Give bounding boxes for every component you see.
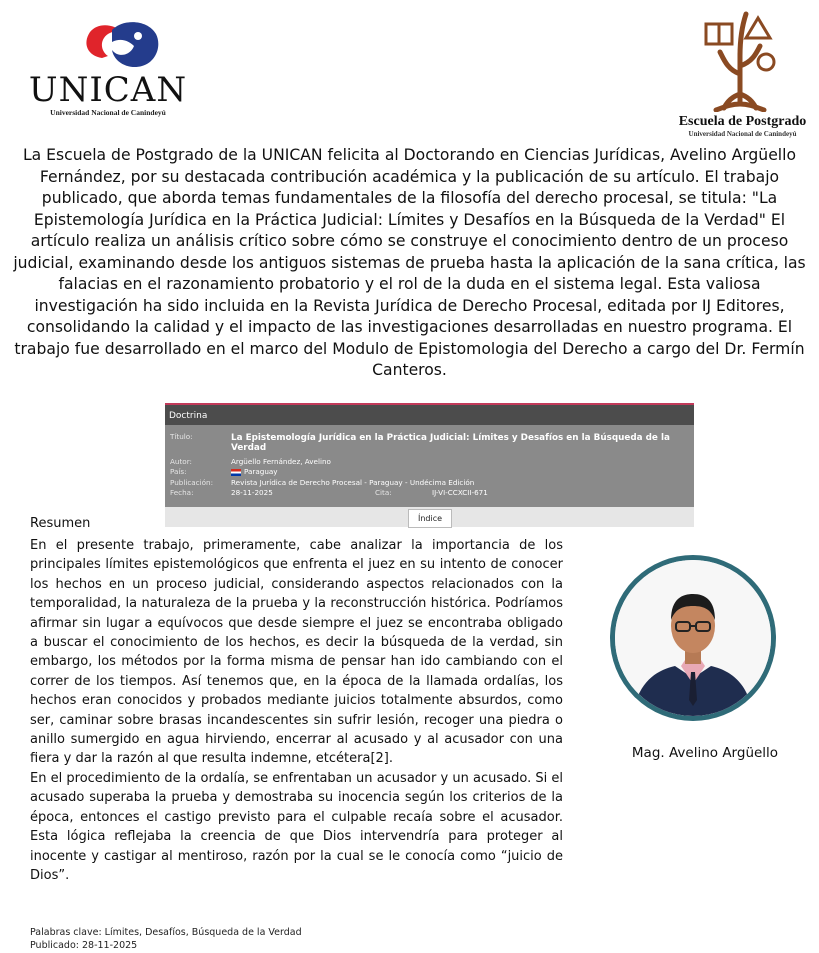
abstract-paragraph-2: En el procedimiento de la ordalía, se enfrentaban un acusador y un acusado. Si el acusado superaba la prueba y demostraba su inocencia según los criterios de la época, entonces el castigo previsto para el culpable recaía sobre el acusador. Esta lógica reflejaba la creencia de que Dios intervendría para proteger al inocente y castigar al mentiroso, razón por la cual se le conocía como “juicio de Dios”. (30, 770, 563, 883)
article-title: La Epistemología Jurídica en la Práctica Judicial: Límites y Desafíos en la Búsqueda de la Verdad (231, 433, 670, 453)
unican-wordmark: UNICAN (28, 70, 188, 110)
abstract-paragraph-1: En el presente trabajo, primeramente, cabe analizar la importancia de los principales límites epistemológicos que enfrenta el juez en su intento de conocer los hechos en un proceso judicial, considerando aspectos relacionados con la temporalidad, la naturaleza de la prueba y la reconstrucción histórica. Podríamos afirmar sin lugar a equívocos que desde siempre el juez se encontraba obligado a buscar el conocimiento de los hechos, es decir la búsqueda de la verdad, sin embargo, los métodos por la forma misma de pensar han ido cambiando con el correr de los tiempos. Así tenemos que, en la época de la llamada ordalías, los hechos eran conocidos y probados mediante juicios totalmente absurdos, como ser, caminar sobre brasas incandescentes sin sufrir lesión, recoger una piedra o anillo sumergido en agua hirviendo, encerrar al acusado y al acusador con una fiera y dar la razón al que resulta indemne, etcétera[2]. (30, 538, 563, 767)
intro-paragraph (10, 145, 809, 382)
intro-text: La Escuela de Postgrado de la UNICAN felicita al Doctorando en Ciencias Jurídicas, Avelino Argüello Fernández, por su destacada contribución académica y la publicación de su artículo. El trabajo publicado, que aborda temas fundamentales de la filosofía del derecho procesal, se titula: "La Epistemología Jurídica en la Práctica Judicial: Límites y Desafíos en la Búsqueda de la Verdad" El artículo realiza un análisis crítico sobre cómo se construye el conocimiento dentro de un proceso judicial, examinando desde los antiguos sistemas de prueba hasta la aplicación de la sana crítica, las falacias en el razonamiento probatorio y el rol de la duda en el sistema legal. Esta valiosa investigación ha sido incluida en la Revista Jurídica de Derecho Procesal, editada por IJ Editores, consolidando la calidad y el impacto de las investigaciones desarrolladas en nuestro programa. El trabajo fue desarrollado en el marco del Modulo de Epistomologia del Derecho a cargo del Dr. Fermín Canteros. (13, 146, 806, 379)
autor-value: Argüello Fernández, Avelino (231, 457, 331, 466)
abstract-text (30, 536, 563, 885)
publicacion-label: Publicación: (170, 478, 213, 487)
photo-caption: Mag. Avelino Argüello (631, 745, 779, 761)
doctrina-card (165, 403, 694, 527)
unican-subtitle: Universidad Nacional de Canindeyú (50, 108, 166, 117)
cita-value: IJ-VI-CCXCII-671 (432, 488, 488, 497)
author-photo (610, 555, 776, 721)
keywords: Palabras clave: Límites, Desafíos, Búsqueda de la Verdad (30, 927, 302, 938)
autor-label: Autor: (170, 457, 192, 466)
unican-bird-icon (68, 18, 164, 74)
card-header: Doctrina (165, 403, 694, 425)
person-portrait-icon (615, 560, 771, 716)
card-body (165, 425, 694, 507)
paraguay-flag-icon (231, 469, 241, 476)
titulo-label: Título: (170, 432, 193, 441)
published-date: Publicado: 28-11-2025 (30, 940, 138, 951)
escuela-subtitle: Universidad Nacional de Canindeyú (688, 130, 797, 138)
indice-button[interactable]: Índice (408, 509, 452, 528)
fecha-label: Fecha: (170, 488, 194, 497)
pais-label: País: (170, 467, 187, 476)
unican-logo (28, 18, 188, 118)
pais-value (231, 467, 278, 476)
tree-book-icon (690, 4, 790, 112)
footer (30, 926, 302, 952)
escuela-title: Escuela de Postgrado (678, 114, 807, 129)
resumen-label: Resumen (30, 516, 91, 531)
cita-label: Cita: (375, 488, 392, 497)
fecha-value: 28-11-2025 (231, 488, 273, 497)
escuela-logo (670, 4, 815, 139)
pais-text: Paraguay (244, 467, 278, 476)
publicacion-value: Revista Jurídica de Derecho Procesal - Paraguay - Undécima Edición (231, 478, 475, 487)
